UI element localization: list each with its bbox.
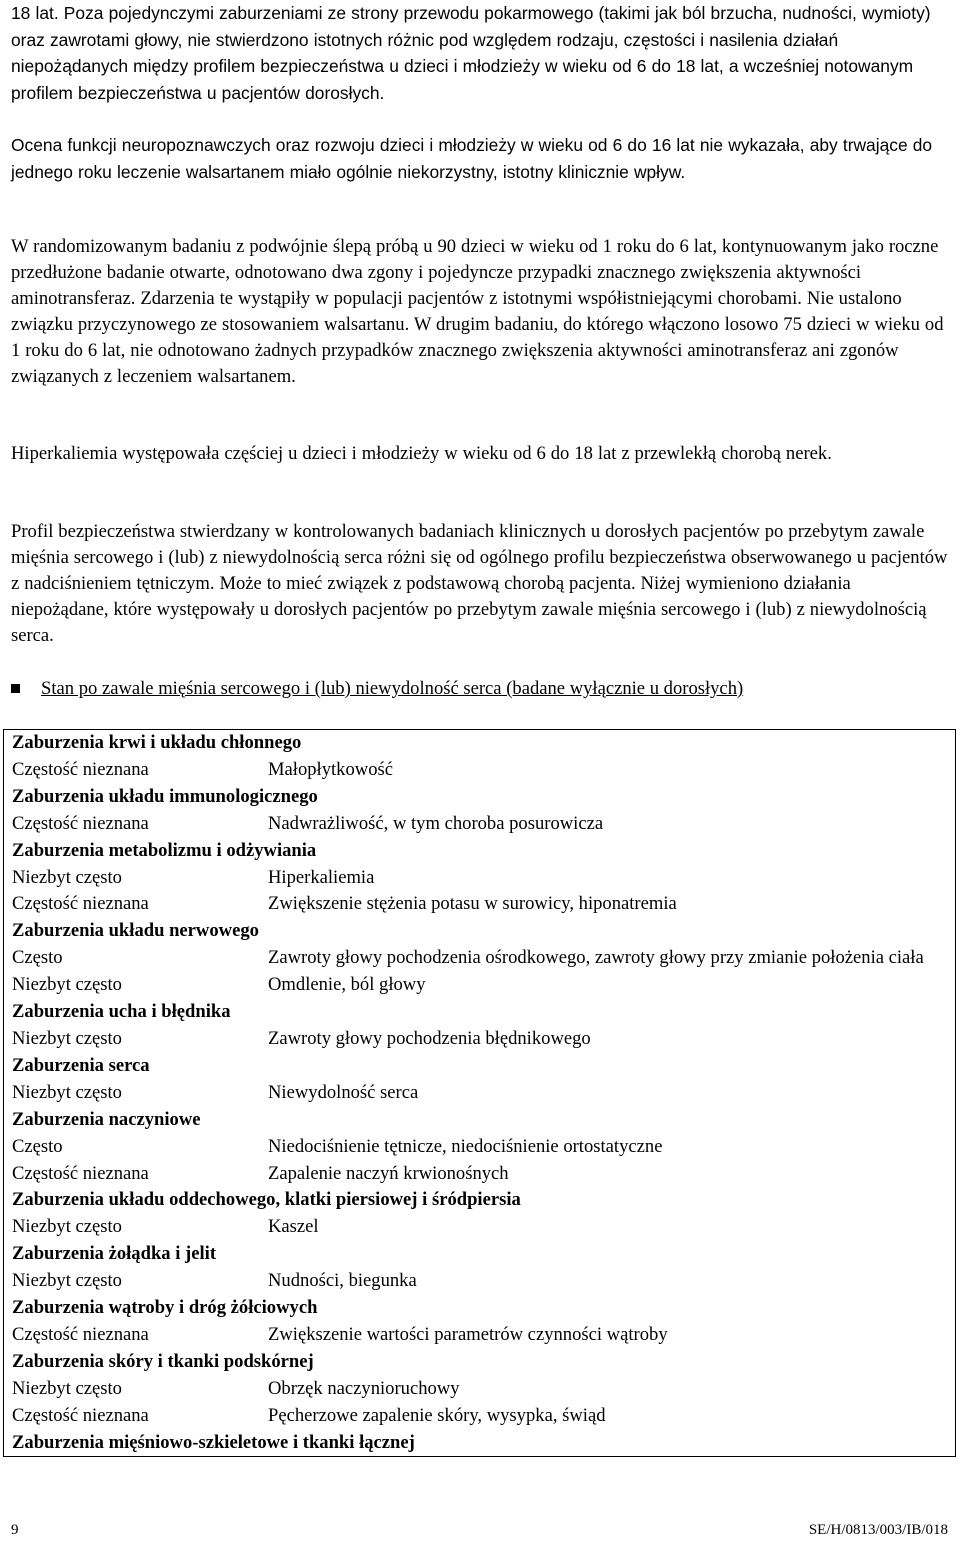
- soc-heading: Zaburzenia skóry i tkanki podskórnej: [12, 1350, 314, 1372]
- adverse-event-cell: Niedociśnienie tętnicze, niedociśnienie ortostatyczne: [268, 1135, 663, 1157]
- frequency-cell: Często: [12, 1135, 63, 1157]
- frequency-cell: Niezbyt często: [12, 1270, 122, 1292]
- section-heading: [11, 676, 951, 702]
- soc-heading: Zaburzenia wątroby i dróg żółciowych: [12, 1297, 318, 1319]
- paragraph-hyperkalemia: Hiperkaliemia występowała częściej u dzieci i młodzieży w wieku od 6 do 18 lat z przewlekłą chorobą nerek.: [11, 443, 832, 464]
- frequency-cell: Częstość nieznana: [12, 812, 149, 834]
- soc-heading: Zaburzenia serca: [12, 1054, 150, 1076]
- frequency-cell: Częstość nieznana: [12, 1404, 149, 1426]
- paragraph-neurocognitive: Ocena funkcji neuropoznawczych oraz rozwoju dzieci i młodzieży w wieku od 6 do 16 lat nie wykazała, aby trwające do jednego roku leczenie walsartanem miało ogólnie niekorzystny, istotny klinicznie wpływ.: [11, 135, 933, 182]
- adverse-event-row: [4, 945, 956, 972]
- soc-row: [4, 1295, 956, 1322]
- adverse-event-cell: Omdlenie, ból głowy: [268, 974, 426, 996]
- adverse-event-cell: Obrzęk naczynioruchowy: [268, 1377, 460, 1399]
- page-number: 9: [11, 1522, 19, 1538]
- paragraph-randomized-study: W randomizowanym badaniu z podwójnie ślepą próbą u 90 dzieci w wieku od 1 roku do 6 lat, kontynuowanym jako roczne przedłużone badanie otwarte, odnotowano dwa zgony i pojedyncze przypadki znacznego zwiększenia aktywności aminotransferaz. Zdarzenia te wystąpiły w populacji pacjentów z istotnymi współistniejącymi chorobami. Nie ustalono związku przyczynowego ze stosowaniem walsartanu. W drugim badaniu, do którego włączono losowo 75 dzieci w wieku od 1 roku do 6 lat, nie odnotowano żadnych przypadków znacznego zwiększenia aktywności aminotransferaz ani zgonów związanych z leczeniem walsartanem.: [11, 236, 944, 387]
- frequency-cell: Niezbyt często: [12, 1027, 122, 1049]
- soc-row: [4, 1053, 956, 1080]
- adverse-event-row: [4, 1026, 956, 1053]
- adverse-event-row: [4, 1403, 956, 1430]
- frequency-cell: Częstość nieznana: [12, 1162, 149, 1184]
- adverse-event-cell: Nudności, biegunka: [268, 1270, 417, 1292]
- soc-heading: Zaburzenia metabolizmu i odżywiania: [12, 839, 317, 861]
- document-code: SE/H/0813/003/IB/018: [808, 1522, 948, 1538]
- paragraph-adult-safety-profile: Profil bezpieczeństwa stwierdzany w kontrolowanych badaniach klinicznych u dorosłych pacjentów po przebytym zawale mięśnia sercowego i (lub) z niewydolnością serca różni się od ogólnego profilu bezpieczeństwa obserwowanego u pacjentów z nadciśnieniem tętniczym. Może to mieć związek z podstawową chorobą pacjenta. Niżej wymieniono działania niepożądane, które występowały u dorosłych pacjentów po przebytym zawale mięśnia sercowego i (lub) z niewydolnością serca.: [11, 521, 948, 646]
- adverse-event-row: [4, 1134, 956, 1161]
- adverse-event-row: [4, 1322, 956, 1349]
- soc-row: [4, 1241, 956, 1268]
- soc-heading: Zaburzenia naczyniowe: [12, 1108, 201, 1130]
- paragraph-pediatric-safety: 18 lat. Poza pojedynczymi zaburzeniami ze strony przewodu pokarmowego (takimi jak ból brzucha, nudności, wymioty) oraz zawrotami głowy, nie stwierdzono istotnych różnic pod względem rodzaju, częstości i nasilenia działań niepożądanych między profilem bezpieczeństwa u dzieci i młodzieży w wieku od 6 do 18 lat, a wcześniej notowanym profilem bezpieczeństwa u pacjentów dorosłych.: [11, 3, 931, 103]
- adverse-event-row: [4, 1080, 956, 1107]
- soc-row: [4, 1187, 956, 1214]
- soc-row: [4, 1349, 956, 1376]
- frequency-cell: Niezbyt często: [12, 1377, 122, 1399]
- adverse-event-cell: Pęcherzowe zapalenie skóry, wysypka, świąd: [268, 1404, 606, 1426]
- square-bullet-icon: [11, 684, 20, 693]
- adverse-event-row: [4, 1268, 956, 1295]
- frequency-cell: Często: [12, 947, 63, 969]
- adverse-event-cell: Nadwrażliwość, w tym choroba posurowicza: [268, 812, 604, 834]
- adverse-event-cell: Zwiększenie wartości parametrów czynności wątroby: [268, 1323, 668, 1345]
- soc-row: [4, 918, 956, 945]
- soc-row: [4, 1430, 956, 1457]
- frequency-cell: Częstość nieznana: [12, 893, 149, 915]
- adverse-event-row: [4, 811, 956, 838]
- soc-heading: Zaburzenia żołądka i jelit: [12, 1243, 217, 1265]
- adverse-event-row: [4, 891, 956, 918]
- adverse-event-cell: Małopłytkowość: [268, 758, 393, 780]
- adverse-event-cell: Zwiększenie stężenia potasu w surowicy, hiponatremia: [268, 893, 677, 915]
- soc-heading: Zaburzenia układu oddechowego, klatki piersiowej i śródpiersia: [12, 1189, 521, 1211]
- soc-row: [4, 999, 956, 1026]
- soc-heading: Zaburzenia układu immunologicznego: [12, 785, 318, 807]
- frequency-cell: Częstość nieznana: [12, 758, 149, 780]
- adverse-event-row: [4, 1161, 956, 1188]
- soc-heading: Zaburzenia mięśniowo-szkieletowe i tkanki łącznej: [12, 1431, 415, 1453]
- adverse-events-table: [3, 729, 956, 1457]
- adverse-event-cell: Kaszel: [268, 1216, 319, 1238]
- frequency-cell: Częstość nieznana: [12, 1323, 149, 1345]
- adverse-event-row: [4, 1214, 956, 1241]
- adverse-event-cell: Zawroty głowy pochodzenia ośrodkowego, zawroty głowy przy zmianie położenia ciała: [268, 947, 924, 969]
- soc-row: [4, 784, 956, 811]
- adverse-event-row: [4, 1376, 956, 1403]
- frequency-cell: Niezbyt często: [12, 866, 122, 888]
- soc-row: [4, 730, 956, 757]
- adverse-event-row: [4, 865, 956, 892]
- section-heading-text: Stan po zawale mięśnia sercowego i (lub) niewydolność serca (badane wyłącznie u dorosłych): [41, 678, 744, 699]
- adverse-event-row: [4, 972, 956, 999]
- soc-heading: Zaburzenia krwi i układu chłonnego: [12, 732, 302, 753]
- adverse-event-cell: Zapalenie naczyń krwionośnych: [268, 1162, 509, 1184]
- adverse-event-cell: Niewydolność serca: [268, 1081, 419, 1103]
- frequency-cell: Niezbyt często: [12, 1081, 122, 1103]
- adverse-event-cell: Hiperkaliemia: [268, 866, 375, 888]
- adverse-events-table-body: [4, 730, 956, 1457]
- adverse-event-row: [4, 757, 956, 784]
- soc-heading: Zaburzenia układu nerwowego: [12, 920, 259, 942]
- soc-heading: Zaburzenia ucha i błędnika: [12, 1001, 231, 1023]
- soc-row: [4, 1107, 956, 1134]
- adverse-event-cell: Zawroty głowy pochodzenia błędnikowego: [268, 1027, 591, 1049]
- soc-row: [4, 838, 956, 865]
- frequency-cell: Niezbyt często: [12, 1216, 122, 1238]
- frequency-cell: Niezbyt często: [12, 974, 122, 996]
